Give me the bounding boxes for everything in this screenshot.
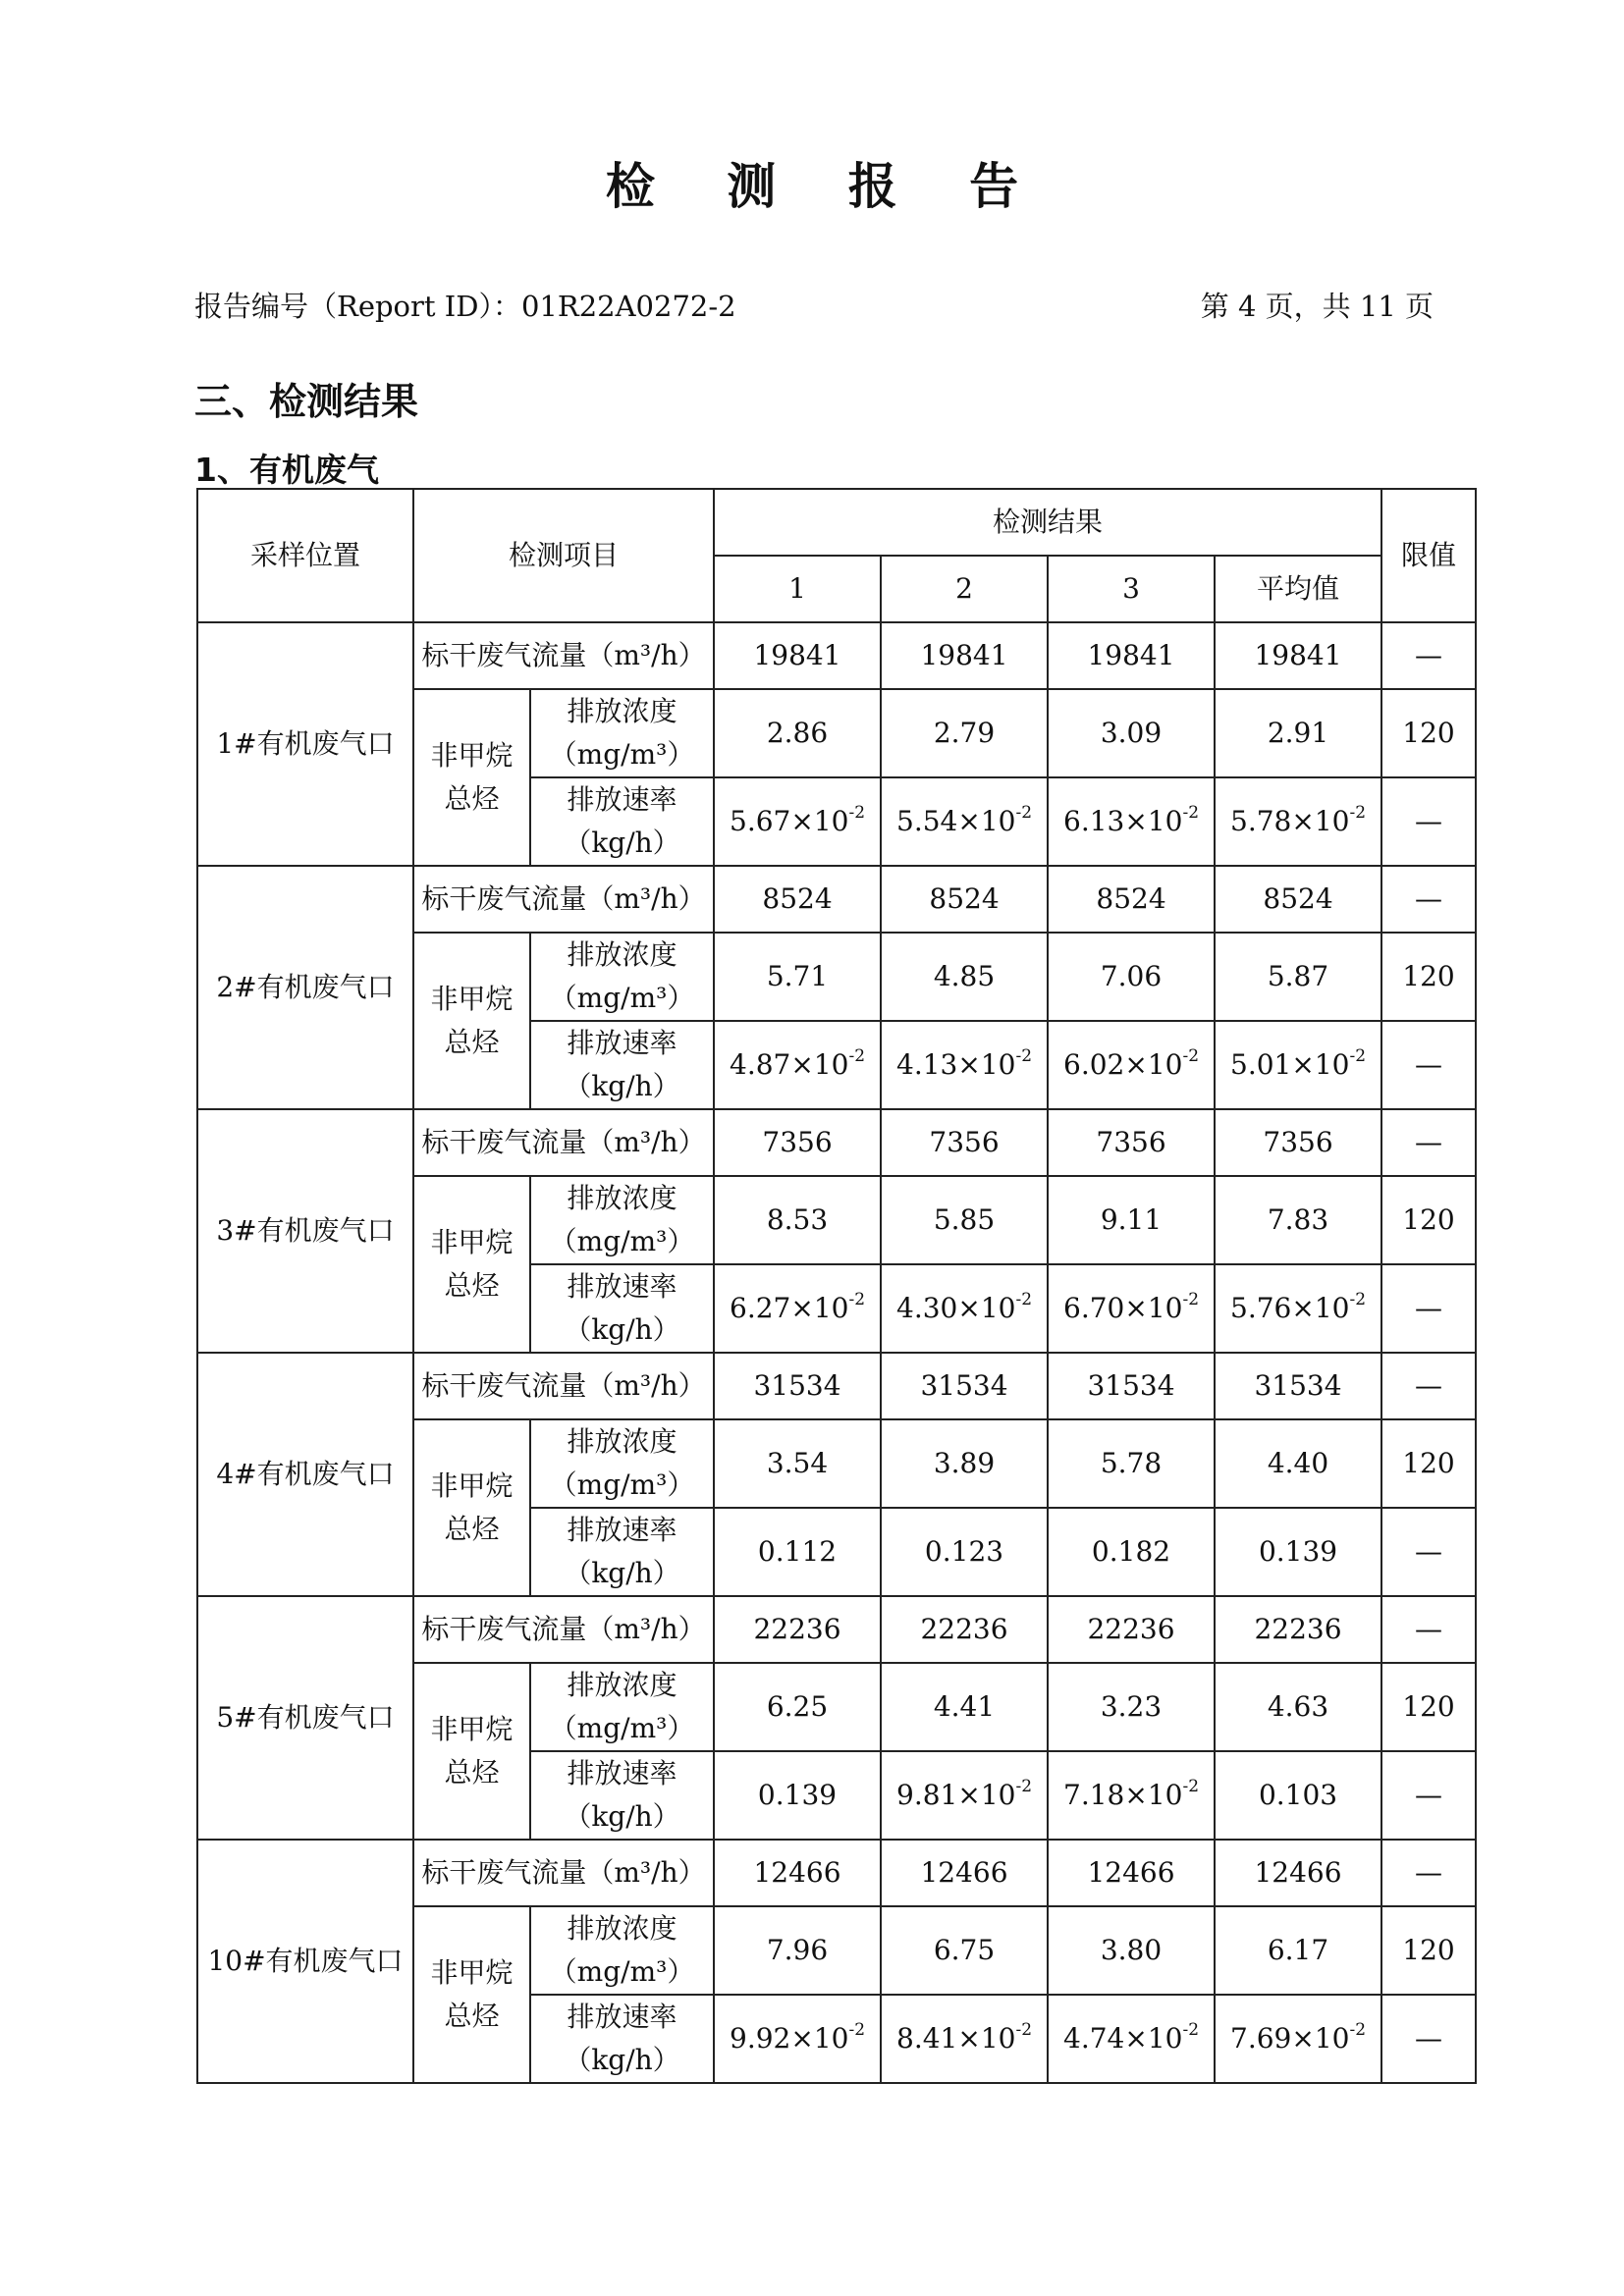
results-table bbox=[196, 488, 1477, 2084]
rate-mantissa: 5.67×10 bbox=[730, 805, 849, 837]
limit-cell: 120 bbox=[1381, 1906, 1476, 1995]
rate-label-text-line2: （kg/h） bbox=[564, 2044, 680, 2076]
location-cell: 10#有机废气口 bbox=[197, 1840, 413, 2083]
rate-mantissa: 7.18×10 bbox=[1063, 1779, 1183, 1811]
rate-mantissa: 4.74×10 bbox=[1063, 2022, 1183, 2055]
value-cell bbox=[714, 777, 881, 866]
rate-mantissa: 5.54×10 bbox=[896, 805, 1016, 837]
rate-mantissa: 6.02×10 bbox=[1063, 1048, 1183, 1081]
rate-label bbox=[530, 1995, 714, 2083]
pollutant-name-line1: 非甲烷 bbox=[430, 739, 514, 772]
rate-label-text-line2: （kg/h） bbox=[564, 1313, 680, 1346]
conc-label-text-line1: 排放浓度 bbox=[567, 1912, 677, 1945]
table-row bbox=[197, 622, 1476, 689]
value-cell bbox=[881, 1264, 1048, 1353]
value-cell: 5.85 bbox=[881, 1176, 1048, 1264]
rate-label-text bbox=[564, 778, 679, 865]
value-cell: 22236 bbox=[1048, 1596, 1215, 1663]
limit-cell: — bbox=[1381, 866, 1476, 933]
rate-label bbox=[530, 1508, 714, 1596]
flow-label: 标干废气流量（m³/h） bbox=[413, 1109, 714, 1176]
limit-cell: 120 bbox=[1381, 689, 1476, 777]
value-cell bbox=[1048, 1995, 1215, 2083]
value-cell: 12466 bbox=[1215, 1840, 1381, 1906]
header-col-1: 1 bbox=[714, 556, 881, 622]
rate-exponent: -2 bbox=[1015, 803, 1033, 823]
value-cell: 3.09 bbox=[1048, 689, 1215, 777]
value-cell: 8524 bbox=[1048, 866, 1215, 933]
value-cell: 6.75 bbox=[881, 1906, 1048, 1995]
limit-cell: 120 bbox=[1381, 1663, 1476, 1751]
rate-mantissa: 6.27×10 bbox=[730, 1292, 849, 1324]
rate-exponent: -2 bbox=[1182, 1046, 1200, 1066]
rate-label bbox=[530, 1264, 714, 1353]
pollutant-name-line1: 非甲烷 bbox=[430, 1956, 514, 1989]
conc-label bbox=[530, 933, 714, 1021]
conc-label-text bbox=[550, 1420, 695, 1507]
pollutant-label bbox=[413, 1663, 530, 1840]
value-cell: 4.63 bbox=[1215, 1663, 1381, 1751]
pollutant-name bbox=[430, 1951, 513, 2038]
header-col-2: 2 bbox=[881, 556, 1048, 622]
header-col-3: 3 bbox=[1048, 556, 1215, 622]
pollutant-label bbox=[413, 1176, 530, 1353]
pollutant-name bbox=[430, 1221, 513, 1308]
rate-mantissa: 5.76×10 bbox=[1230, 1292, 1350, 1324]
value-cell bbox=[1215, 1508, 1381, 1596]
value-cell: 5.71 bbox=[714, 933, 881, 1021]
value-cell: 31534 bbox=[714, 1353, 881, 1419]
rate-exponent: -2 bbox=[1015, 1046, 1033, 1066]
value-cell: 12466 bbox=[881, 1840, 1048, 1906]
rate-mantissa: 9.92×10 bbox=[730, 2022, 849, 2055]
conc-label-text-line2: （mg/m³） bbox=[549, 1712, 695, 1744]
header-results: 检测结果 bbox=[714, 489, 1381, 556]
flow-label: 标干废气流量（m³/h） bbox=[413, 622, 714, 689]
conc-label bbox=[530, 1176, 714, 1264]
value-cell: 22236 bbox=[881, 1596, 1048, 1663]
value-cell: 22236 bbox=[714, 1596, 881, 1663]
value-cell bbox=[1215, 1021, 1381, 1109]
pollutant-name-line2: 总烃 bbox=[444, 2000, 500, 2032]
conc-label-text bbox=[550, 1907, 695, 1994]
value-cell: 8524 bbox=[714, 866, 881, 933]
section-heading: 三、检测结果 bbox=[194, 380, 419, 423]
subsection-heading: 1、有机废气 bbox=[194, 451, 379, 489]
conc-label bbox=[530, 1419, 714, 1508]
value-cell bbox=[1215, 1995, 1381, 2083]
report-id: 报告编号（Report ID）：01R22A0272-2 bbox=[194, 290, 736, 323]
pollutant-label bbox=[413, 1906, 530, 2083]
rate-label-text-line1: 排放速率 bbox=[567, 1514, 677, 1546]
page-title: 检 测 报 告 bbox=[605, 158, 1047, 215]
conc-label-text-line2: （mg/m³） bbox=[549, 1955, 695, 1988]
rate-exponent: -2 bbox=[1349, 1046, 1367, 1066]
rate-mantissa: 4.13×10 bbox=[896, 1048, 1016, 1081]
value-cell bbox=[1215, 777, 1381, 866]
header-col-avg: 平均值 bbox=[1215, 556, 1381, 622]
rate-exponent: -2 bbox=[1015, 1777, 1033, 1796]
location-cell: 2#有机废气口 bbox=[197, 866, 413, 1109]
limit-cell: — bbox=[1381, 1021, 1476, 1109]
pollutant-name-line2: 总烃 bbox=[444, 1026, 500, 1058]
conc-label bbox=[530, 1663, 714, 1751]
location-cell: 1#有机废气口 bbox=[197, 622, 413, 866]
conc-label-text-line2: （mg/m³） bbox=[549, 738, 695, 771]
rate-mantissa: 4.87×10 bbox=[730, 1048, 849, 1081]
rate-mantissa: 0.182 bbox=[1091, 1535, 1171, 1568]
rate-label-text-line1: 排放速率 bbox=[567, 2001, 677, 2033]
value-cell: 12466 bbox=[714, 1840, 881, 1906]
value-cell: 4.40 bbox=[1215, 1419, 1381, 1508]
rate-label-text bbox=[564, 1022, 679, 1108]
value-cell bbox=[714, 1021, 881, 1109]
value-cell: 19841 bbox=[714, 622, 881, 689]
value-cell: 5.87 bbox=[1215, 933, 1381, 1021]
value-cell: 7356 bbox=[714, 1109, 881, 1176]
flow-label: 标干废气流量（m³/h） bbox=[413, 1353, 714, 1419]
header-location: 采样位置 bbox=[197, 489, 413, 622]
rate-exponent: -2 bbox=[1015, 2020, 1033, 2040]
conc-label-text-line1: 排放浓度 bbox=[567, 1669, 677, 1701]
rate-label-text-line1: 排放速率 bbox=[567, 1270, 677, 1303]
limit-cell: 120 bbox=[1381, 1176, 1476, 1264]
location-cell: 3#有机废气口 bbox=[197, 1109, 413, 1353]
value-cell bbox=[881, 1021, 1048, 1109]
limit-cell: — bbox=[1381, 622, 1476, 689]
pollutant-name bbox=[430, 1708, 513, 1794]
value-cell bbox=[1048, 777, 1215, 866]
conc-label-text bbox=[550, 1177, 695, 1263]
rate-label-text bbox=[564, 1996, 679, 2082]
limit-cell: — bbox=[1381, 1264, 1476, 1353]
value-cell: 2.79 bbox=[881, 689, 1048, 777]
pollutant-label bbox=[413, 689, 530, 866]
rate-mantissa: 0.112 bbox=[757, 1535, 838, 1568]
rate-mantissa: 0.139 bbox=[757, 1779, 838, 1811]
value-cell: 7.96 bbox=[714, 1906, 881, 1995]
pollutant-name-line2: 总烃 bbox=[444, 1269, 500, 1302]
rate-exponent: -2 bbox=[848, 1290, 866, 1309]
conc-label-text-line1: 排放浓度 bbox=[567, 938, 677, 971]
rate-mantissa: 8.41×10 bbox=[896, 2022, 1016, 2055]
value-cell bbox=[1048, 1751, 1215, 1840]
rate-label-text bbox=[564, 1752, 679, 1839]
table-row bbox=[197, 1840, 1476, 1906]
flow-label: 标干废气流量（m³/h） bbox=[413, 1596, 714, 1663]
value-cell bbox=[1215, 1751, 1381, 1840]
value-cell: 7356 bbox=[1048, 1109, 1215, 1176]
value-cell bbox=[881, 1508, 1048, 1596]
flow-label: 标干废气流量（m³/h） bbox=[413, 866, 714, 933]
rate-mantissa: 5.01×10 bbox=[1230, 1048, 1350, 1081]
limit-cell: 120 bbox=[1381, 933, 1476, 1021]
value-cell: 19841 bbox=[1048, 622, 1215, 689]
value-cell: 7.06 bbox=[1048, 933, 1215, 1021]
rate-mantissa: 6.13×10 bbox=[1063, 805, 1183, 837]
conc-label bbox=[530, 689, 714, 777]
conc-label-text-line2: （mg/m³） bbox=[549, 982, 695, 1014]
rate-mantissa: 0.139 bbox=[1258, 1535, 1338, 1568]
value-cell bbox=[881, 777, 1048, 866]
header-row bbox=[197, 489, 1476, 556]
conc-label-text bbox=[550, 934, 695, 1020]
limit-cell: — bbox=[1381, 1596, 1476, 1663]
value-cell: 6.17 bbox=[1215, 1906, 1381, 1995]
rate-exponent: -2 bbox=[1349, 1290, 1367, 1309]
limit-cell: — bbox=[1381, 1508, 1476, 1596]
value-cell: 8524 bbox=[1215, 866, 1381, 933]
rate-exponent: -2 bbox=[1349, 2020, 1367, 2040]
rate-mantissa: 4.30×10 bbox=[896, 1292, 1016, 1324]
rate-exponent: -2 bbox=[1349, 803, 1367, 823]
rate-exponent: -2 bbox=[1182, 1777, 1200, 1796]
header-item: 检测项目 bbox=[413, 489, 714, 622]
conc-label-text-line1: 排放浓度 bbox=[567, 695, 677, 727]
value-cell: 19841 bbox=[881, 622, 1048, 689]
rate-mantissa: 5.78×10 bbox=[1230, 805, 1350, 837]
table-row bbox=[197, 1596, 1476, 1663]
value-cell: 31534 bbox=[1048, 1353, 1215, 1419]
value-cell: 31534 bbox=[1215, 1353, 1381, 1419]
value-cell: 8.53 bbox=[714, 1176, 881, 1264]
rate-label bbox=[530, 777, 714, 866]
conc-label-text bbox=[550, 1664, 695, 1750]
conc-label-text bbox=[550, 690, 695, 776]
rate-label bbox=[530, 1021, 714, 1109]
value-cell bbox=[881, 1751, 1048, 1840]
value-cell bbox=[881, 1995, 1048, 2083]
value-cell: 2.86 bbox=[714, 689, 881, 777]
rate-mantissa: 0.103 bbox=[1258, 1779, 1338, 1811]
rate-exponent: -2 bbox=[1182, 803, 1200, 823]
rate-label-text-line1: 排放速率 bbox=[567, 1027, 677, 1059]
conc-label-text-line1: 排放浓度 bbox=[567, 1425, 677, 1458]
rate-label-text-line1: 排放速率 bbox=[567, 1757, 677, 1789]
value-cell: 12466 bbox=[1048, 1840, 1215, 1906]
rate-exponent: -2 bbox=[1182, 1290, 1200, 1309]
conc-label bbox=[530, 1906, 714, 1995]
value-cell: 4.41 bbox=[881, 1663, 1048, 1751]
value-cell: 4.85 bbox=[881, 933, 1048, 1021]
rate-label-text-line2: （kg/h） bbox=[564, 1070, 680, 1102]
value-cell bbox=[1048, 1508, 1215, 1596]
pollutant-name-line1: 非甲烷 bbox=[430, 1469, 514, 1502]
limit-cell: — bbox=[1381, 1751, 1476, 1840]
value-cell: 19841 bbox=[1215, 622, 1381, 689]
table-row bbox=[197, 1109, 1476, 1176]
rate-exponent: -2 bbox=[848, 1046, 866, 1066]
value-cell: 6.25 bbox=[714, 1663, 881, 1751]
pollutant-label bbox=[413, 1419, 530, 1596]
value-cell bbox=[1048, 1021, 1215, 1109]
limit-cell: 120 bbox=[1381, 1419, 1476, 1508]
rate-mantissa: 0.123 bbox=[924, 1535, 1004, 1568]
header-limit: 限值 bbox=[1381, 489, 1476, 622]
rate-label-text-line1: 排放速率 bbox=[567, 783, 677, 816]
value-cell bbox=[714, 1995, 881, 2083]
value-cell: 2.91 bbox=[1215, 689, 1381, 777]
value-cell: 7356 bbox=[881, 1109, 1048, 1176]
limit-cell: — bbox=[1381, 1840, 1476, 1906]
pollutant-name bbox=[430, 978, 513, 1064]
rate-exponent: -2 bbox=[848, 803, 866, 823]
rate-mantissa: 9.81×10 bbox=[896, 1779, 1016, 1811]
conc-label-text-line2: （mg/m³） bbox=[549, 1225, 695, 1257]
location-cell: 4#有机废气口 bbox=[197, 1353, 413, 1596]
rate-mantissa: 6.70×10 bbox=[1063, 1292, 1183, 1324]
value-cell bbox=[714, 1264, 881, 1353]
rate-exponent: -2 bbox=[1015, 1290, 1033, 1309]
value-cell: 8524 bbox=[881, 866, 1048, 933]
pollutant-name-line1: 非甲烷 bbox=[430, 1226, 514, 1258]
rate-label-text-line2: （kg/h） bbox=[564, 827, 680, 859]
value-cell: 7356 bbox=[1215, 1109, 1381, 1176]
value-cell: 7.83 bbox=[1215, 1176, 1381, 1264]
flow-label: 标干废气流量（m³/h） bbox=[413, 1840, 714, 1906]
rate-label-text bbox=[564, 1265, 679, 1352]
pollutant-name bbox=[430, 734, 513, 821]
value-cell bbox=[1048, 1264, 1215, 1353]
pollutant-name-line2: 总烃 bbox=[444, 1756, 500, 1789]
value-cell: 3.23 bbox=[1048, 1663, 1215, 1751]
value-cell: 3.80 bbox=[1048, 1906, 1215, 1995]
value-cell: 22236 bbox=[1215, 1596, 1381, 1663]
page-number: 第 4 页，共 11 页 bbox=[1200, 290, 1434, 323]
location-cell: 5#有机废气口 bbox=[197, 1596, 413, 1840]
limit-cell: — bbox=[1381, 1109, 1476, 1176]
limit-cell: — bbox=[1381, 777, 1476, 866]
value-cell: 3.89 bbox=[881, 1419, 1048, 1508]
table-row bbox=[197, 1353, 1476, 1419]
limit-cell: — bbox=[1381, 1353, 1476, 1419]
value-cell: 9.11 bbox=[1048, 1176, 1215, 1264]
pollutant-label bbox=[413, 933, 530, 1109]
conc-label-text-line1: 排放浓度 bbox=[567, 1182, 677, 1214]
rate-label-text bbox=[564, 1509, 679, 1595]
rate-mantissa: 7.69×10 bbox=[1230, 2022, 1350, 2055]
conc-label-text-line2: （mg/m³） bbox=[549, 1468, 695, 1501]
rate-label-text-line2: （kg/h） bbox=[564, 1557, 680, 1589]
pollutant-name-line2: 总烃 bbox=[444, 1513, 500, 1545]
rate-exponent: -2 bbox=[1182, 2020, 1200, 2040]
rate-label-text-line2: （kg/h） bbox=[564, 1800, 680, 1833]
rate-exponent: -2 bbox=[848, 2020, 866, 2040]
limit-cell: — bbox=[1381, 1995, 1476, 2083]
table-row bbox=[197, 866, 1476, 933]
rate-label bbox=[530, 1751, 714, 1840]
pollutant-name-line1: 非甲烷 bbox=[430, 1713, 514, 1745]
value-cell bbox=[714, 1508, 881, 1596]
pollutant-name bbox=[430, 1465, 513, 1551]
pollutant-name-line1: 非甲烷 bbox=[430, 983, 514, 1015]
value-cell bbox=[714, 1751, 881, 1840]
value-cell: 31534 bbox=[881, 1353, 1048, 1419]
value-cell bbox=[1215, 1264, 1381, 1353]
pollutant-name-line2: 总烃 bbox=[444, 782, 500, 815]
value-cell: 5.78 bbox=[1048, 1419, 1215, 1508]
value-cell: 3.54 bbox=[714, 1419, 881, 1508]
